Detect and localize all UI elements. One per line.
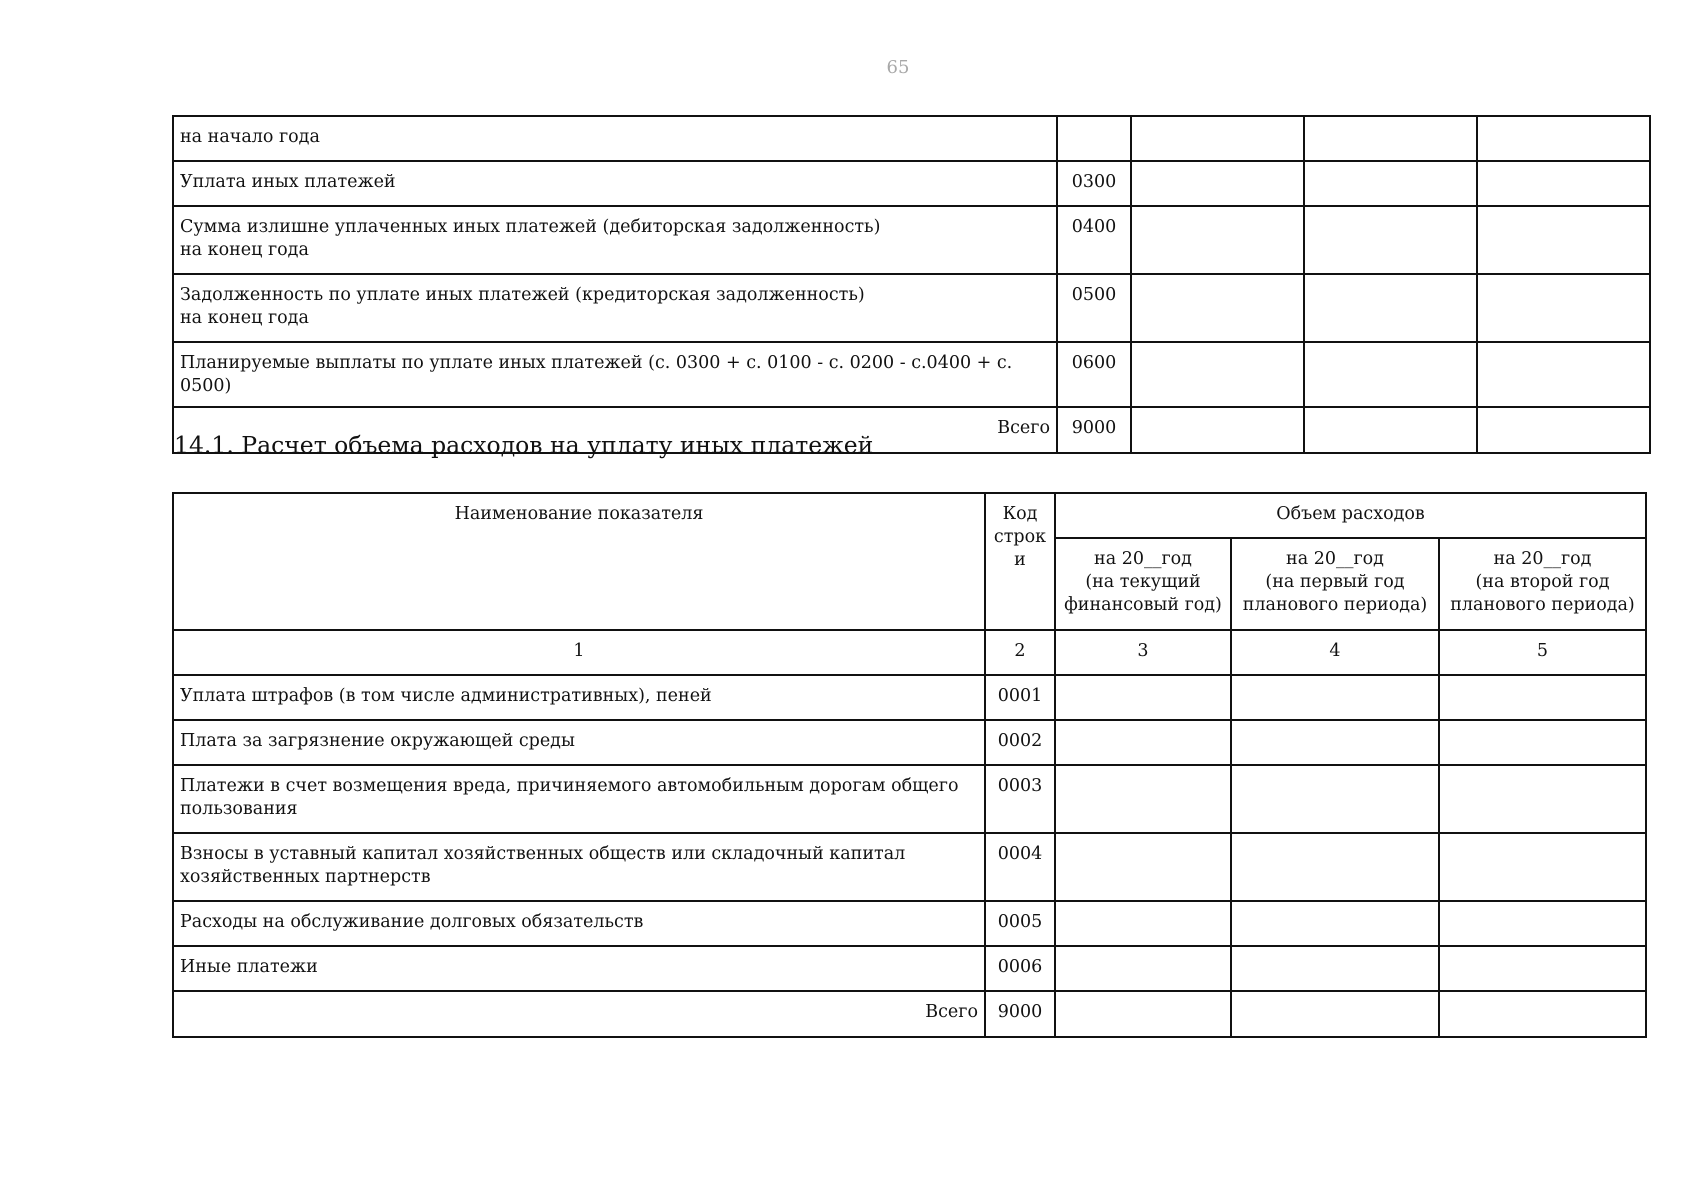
column-number: 4 bbox=[1231, 630, 1439, 675]
value-cell[interactable] bbox=[1055, 901, 1231, 946]
header-group: Объем расходов bbox=[1055, 493, 1646, 538]
column-number-row bbox=[173, 630, 1646, 675]
total-code: 9000 bbox=[985, 991, 1055, 1037]
value-cell[interactable] bbox=[1131, 116, 1304, 161]
table-row bbox=[173, 720, 1646, 765]
value-cell[interactable] bbox=[1477, 206, 1650, 274]
value-cell[interactable] bbox=[1304, 206, 1477, 274]
header-year-current: на 20__год (на текущий финансовый год) bbox=[1055, 538, 1231, 630]
value-cell[interactable] bbox=[1477, 342, 1650, 407]
value-cell[interactable] bbox=[1304, 274, 1477, 342]
value-cell[interactable] bbox=[1055, 991, 1231, 1037]
column-number: 5 bbox=[1439, 630, 1646, 675]
table-row bbox=[173, 274, 1650, 342]
value-cell[interactable] bbox=[1304, 342, 1477, 407]
row-code: 0500 bbox=[1057, 274, 1131, 342]
column-number: 3 bbox=[1055, 630, 1231, 675]
value-cell[interactable] bbox=[1439, 720, 1646, 765]
row-code: 0300 bbox=[1057, 161, 1131, 206]
header-year-second-plan: на 20__год (на второй год планового периода) bbox=[1439, 538, 1646, 630]
value-cell[interactable] bbox=[1439, 765, 1646, 833]
header-row bbox=[173, 493, 1646, 538]
header-year-first-plan: на 20__год (на первый год планового периода) bbox=[1231, 538, 1439, 630]
value-cell[interactable] bbox=[1304, 116, 1477, 161]
row-name: Платежи в счет возмещения вреда, причиняемого автомобильным дорогам общего пользования bbox=[173, 765, 985, 833]
value-cell[interactable] bbox=[1131, 342, 1304, 407]
value-cell[interactable] bbox=[1439, 946, 1646, 991]
row-code: 0005 bbox=[985, 901, 1055, 946]
value-cell[interactable] bbox=[1131, 206, 1304, 274]
payments-balance-table bbox=[172, 115, 1651, 454]
row-name: Планируемые выплаты по уплате иных платежей (с. 0300 + с. 0100 - с. 0200 - с.0400 + с. 0500) bbox=[173, 342, 1057, 407]
value-cell[interactable] bbox=[1231, 720, 1439, 765]
value-cell[interactable] bbox=[1055, 720, 1231, 765]
table-row bbox=[173, 833, 1646, 901]
value-cell[interactable] bbox=[1231, 833, 1439, 901]
value-cell[interactable] bbox=[1231, 765, 1439, 833]
row-code: 0600 bbox=[1057, 342, 1131, 407]
value-cell[interactable] bbox=[1439, 991, 1646, 1037]
total-code: 9000 bbox=[1057, 407, 1131, 453]
row-code: 0006 bbox=[985, 946, 1055, 991]
row-name: на начало года bbox=[173, 116, 1057, 161]
row-code: 0002 bbox=[985, 720, 1055, 765]
value-cell[interactable] bbox=[1477, 161, 1650, 206]
header-name: Наименование показателя bbox=[173, 493, 985, 630]
row-name: Уплата штрафов (в том числе административных), пеней bbox=[173, 675, 985, 720]
row-name: Иные платежи bbox=[173, 946, 985, 991]
header-code: Код строк и bbox=[985, 493, 1055, 630]
table-row bbox=[173, 675, 1646, 720]
table-row bbox=[173, 206, 1650, 274]
value-cell[interactable] bbox=[1055, 833, 1231, 901]
expenses-calculation-table bbox=[172, 492, 1647, 1038]
value-cell[interactable] bbox=[1477, 274, 1650, 342]
value-cell[interactable] bbox=[1439, 833, 1646, 901]
row-name: Задолженность по уплате иных платежей (кредиторская задолженность) на конец года bbox=[173, 274, 1057, 342]
column-number: 2 bbox=[985, 630, 1055, 675]
value-cell[interactable] bbox=[1439, 675, 1646, 720]
value-cell[interactable] bbox=[1055, 765, 1231, 833]
row-code: 0400 bbox=[1057, 206, 1131, 274]
value-cell[interactable] bbox=[1231, 946, 1439, 991]
page-number: 65 bbox=[886, 57, 910, 78]
table-row bbox=[173, 342, 1650, 407]
row-code: 0001 bbox=[985, 675, 1055, 720]
row-name: Сумма излишне уплаченных иных платежей (дебиторская задолженность) на конец года bbox=[173, 206, 1057, 274]
value-cell[interactable] bbox=[1477, 116, 1650, 161]
row-code: 0003 bbox=[985, 765, 1055, 833]
value-cell[interactable] bbox=[1231, 901, 1439, 946]
value-cell[interactable] bbox=[1131, 407, 1304, 453]
row-name: Уплата иных платежей bbox=[173, 161, 1057, 206]
value-cell[interactable] bbox=[1055, 946, 1231, 991]
value-cell[interactable] bbox=[1055, 675, 1231, 720]
table-row bbox=[173, 946, 1646, 991]
total-label: Всего bbox=[173, 407, 1057, 453]
table-row bbox=[173, 116, 1650, 161]
value-cell[interactable] bbox=[1477, 407, 1650, 453]
row-name: Взносы в уставный капитал хозяйственных обществ или складочный капитал хозяйственных партнерств bbox=[173, 833, 985, 901]
value-cell[interactable] bbox=[1131, 161, 1304, 206]
total-row bbox=[173, 991, 1646, 1037]
value-cell[interactable] bbox=[1231, 991, 1439, 1037]
value-cell[interactable] bbox=[1304, 407, 1477, 453]
column-number: 1 bbox=[173, 630, 985, 675]
row-name: Плата за загрязнение окружающей среды bbox=[173, 720, 985, 765]
section-title: 14.1. Расчет объема расходов на уплату иных платежей bbox=[174, 431, 874, 459]
table-row bbox=[173, 765, 1646, 833]
row-name: Расходы на обслуживание долговых обязательств bbox=[173, 901, 985, 946]
value-cell[interactable] bbox=[1231, 675, 1439, 720]
row-code: 0004 bbox=[985, 833, 1055, 901]
value-cell[interactable] bbox=[1131, 274, 1304, 342]
table-row bbox=[173, 161, 1650, 206]
table-row bbox=[173, 901, 1646, 946]
total-label: Всего bbox=[173, 991, 985, 1037]
value-cell[interactable] bbox=[1439, 901, 1646, 946]
value-cell[interactable] bbox=[1304, 161, 1477, 206]
row-code bbox=[1057, 116, 1131, 161]
